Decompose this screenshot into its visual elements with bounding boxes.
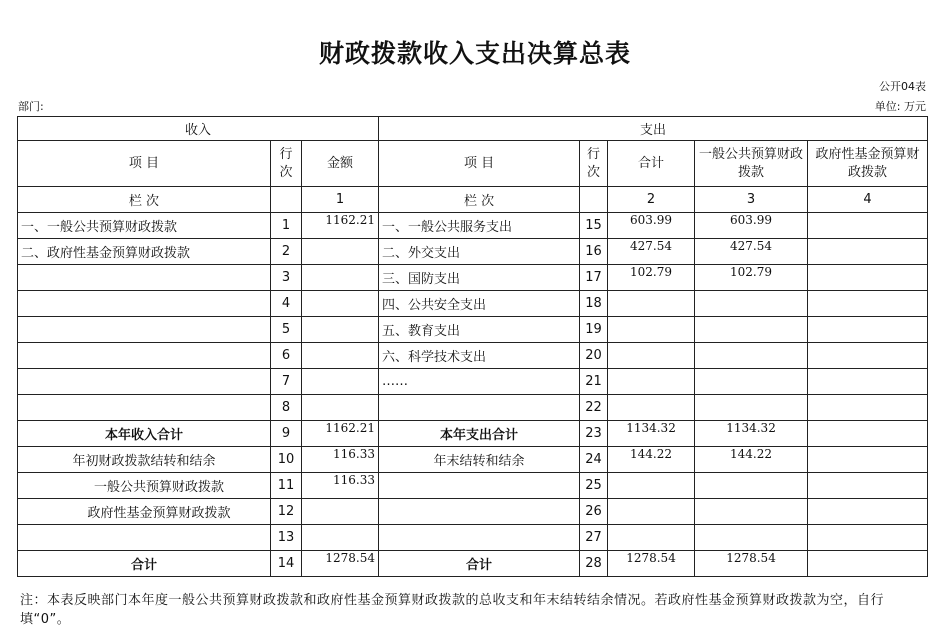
gov-fund-cell	[808, 239, 928, 265]
expense-row-no-cell: 16	[580, 239, 608, 265]
gov-fund-cell	[808, 291, 928, 317]
gov-fund-header: 政府性基金预算财政拨款	[808, 141, 928, 187]
gov-fund-cell	[808, 551, 928, 577]
income-row-no-cell: 4	[271, 291, 302, 317]
expense-item-cell: 四、公共安全支出	[379, 291, 580, 317]
income-item-cell: 合计	[18, 551, 271, 577]
col-index-4: 4	[808, 187, 928, 213]
group-header-row	[18, 117, 928, 141]
col-index-2: 2	[608, 187, 695, 213]
general-budget-cell: 102.79	[695, 265, 808, 291]
income-item-cell	[18, 291, 271, 317]
income-item-cell	[18, 343, 271, 369]
col-index-3: 3	[695, 187, 808, 213]
column-header-row	[18, 141, 928, 187]
general-budget-cell: 1278.54	[695, 551, 808, 577]
income-row-no-cell: 13	[271, 525, 302, 551]
table-row	[18, 395, 928, 421]
budget-table	[17, 116, 928, 577]
expense-row-no-cell: 25	[580, 473, 608, 499]
income-amount-header: 金额	[302, 141, 379, 187]
expense-col-label: 栏 次	[379, 187, 580, 213]
general-budget-cell	[695, 369, 808, 395]
table-row	[18, 291, 928, 317]
expense-item-cell	[379, 499, 580, 525]
general-budget-cell	[695, 525, 808, 551]
general-budget-cell	[695, 317, 808, 343]
expense-total-cell	[608, 369, 695, 395]
income-row-no-cell: 9	[271, 421, 302, 447]
income-col-label: 栏 次	[18, 187, 271, 213]
income-row-no-cell: 12	[271, 499, 302, 525]
col-index-1: 1	[302, 187, 379, 213]
expense-item-cell: 合计	[379, 551, 580, 577]
income-group-header: 收入	[18, 117, 379, 141]
gov-fund-cell	[808, 395, 928, 421]
income-row-no-cell: 5	[271, 317, 302, 343]
expense-total-cell: 427.54	[608, 239, 695, 265]
income-amount-cell	[302, 265, 379, 291]
income-row-no-cell: 6	[271, 343, 302, 369]
income-row-no-cell: 2	[271, 239, 302, 265]
table-row	[18, 525, 928, 551]
general-budget-cell	[695, 343, 808, 369]
table-row	[18, 369, 928, 395]
general-budget-cell	[695, 473, 808, 499]
column-index-row	[18, 187, 928, 213]
income-amount-cell	[302, 291, 379, 317]
expense-item-cell: 二、外交支出	[379, 239, 580, 265]
expense-total-cell: 102.79	[608, 265, 695, 291]
expense-item-cell: 三、国防支出	[379, 265, 580, 291]
expense-total-cell: 144.22	[608, 447, 695, 473]
gov-fund-cell	[808, 473, 928, 499]
expense-row-no-cell: 15	[580, 213, 608, 239]
expense-row-no-cell: 18	[580, 291, 608, 317]
expense-row-no-cell: 22	[580, 395, 608, 421]
expense-total-cell	[608, 291, 695, 317]
gov-fund-cell	[808, 265, 928, 291]
expense-row-no-header: 行次	[580, 141, 608, 187]
expense-row-no-cell: 20	[580, 343, 608, 369]
expense-item-cell: 一、一般公共服务支出	[379, 213, 580, 239]
expense-item-cell: 五、教育支出	[379, 317, 580, 343]
expense-row-no-cell: 17	[580, 265, 608, 291]
income-item-cell: 一般公共预算财政拨款	[18, 473, 271, 499]
expense-item-cell	[379, 525, 580, 551]
table-row	[18, 499, 928, 525]
income-row-no-cell: 14	[271, 551, 302, 577]
income-item-cell	[18, 525, 271, 551]
income-amount-cell: 1162.21	[302, 213, 379, 239]
expense-row-no-cell: 26	[580, 499, 608, 525]
footnote: 注：本表反映部门本年度一般公共预算财政拨款和政府性基金预算财政拨款的总收支和年末结转结余情况。若政府性基金预算财政拨款为空，自行填“0”。	[20, 593, 885, 627]
expense-total-cell	[608, 499, 695, 525]
income-item-cell: 一、一般公共预算财政拨款	[18, 213, 271, 239]
page-title: 财政拨款收入支出决算总表	[318, 39, 631, 68]
table-row	[18, 239, 928, 265]
income-item-cell	[18, 395, 271, 421]
expense-total-header: 合计	[608, 141, 695, 187]
income-item-cell: 二、政府性基金预算财政拨款	[18, 239, 271, 265]
income-row-no-cell: 3	[271, 265, 302, 291]
expense-total-cell: 1278.54	[608, 551, 695, 577]
table-row	[18, 421, 928, 447]
expense-row-no-cell: 21	[580, 369, 608, 395]
gov-fund-cell	[808, 447, 928, 473]
expense-item-cell: 年末结转和结余	[379, 447, 580, 473]
income-row-no-cell: 11	[271, 473, 302, 499]
income-amount-cell: 1278.54	[302, 551, 379, 577]
table-row	[18, 265, 928, 291]
gov-fund-cell	[808, 525, 928, 551]
general-budget-cell	[695, 499, 808, 525]
expense-row-no-cell: 19	[580, 317, 608, 343]
income-amount-cell	[302, 343, 379, 369]
general-budget-cell: 144.22	[695, 447, 808, 473]
general-budget-cell: 1134.32	[695, 421, 808, 447]
income-row-no-header: 行次	[271, 141, 302, 187]
gov-fund-cell	[808, 213, 928, 239]
income-amount-cell	[302, 499, 379, 525]
gov-fund-cell	[808, 369, 928, 395]
expense-row-no-cell: 23	[580, 421, 608, 447]
expense-item-header: 项 目	[379, 141, 580, 187]
department-label: 部门:	[18, 100, 44, 113]
expense-total-cell	[608, 525, 695, 551]
expense-item-cell: 本年支出合计	[379, 421, 580, 447]
income-amount-cell	[302, 239, 379, 265]
income-item-cell	[18, 317, 271, 343]
general-budget-cell	[695, 291, 808, 317]
expense-item-cell	[379, 395, 580, 421]
gov-fund-cell	[808, 499, 928, 525]
table-body	[18, 213, 928, 577]
expense-total-cell	[608, 395, 695, 421]
gov-fund-cell	[808, 343, 928, 369]
expense-total-cell	[608, 343, 695, 369]
income-amount-cell	[302, 525, 379, 551]
income-item-cell: 本年收入合计	[18, 421, 271, 447]
table-row	[18, 473, 928, 499]
expense-row-no-cell: 28	[580, 551, 608, 577]
gov-fund-cell	[808, 421, 928, 447]
income-amount-cell	[302, 395, 379, 421]
unit-label: 单位: 万元	[874, 100, 926, 113]
expense-item-cell: ……	[379, 369, 580, 395]
income-item-header: 项 目	[18, 141, 271, 187]
income-item-cell: 政府性基金预算财政拨款	[18, 499, 271, 525]
table-row	[18, 551, 928, 577]
income-row-no-cell: 10	[271, 447, 302, 473]
table-row	[18, 213, 928, 239]
income-amount-cell: 1162.21	[302, 421, 379, 447]
income-row-no-cell: 8	[271, 395, 302, 421]
form-code: 公开04表	[879, 80, 926, 93]
expense-row-no-cell: 24	[580, 447, 608, 473]
income-row-no-cell: 1	[271, 213, 302, 239]
general-budget-cell	[695, 395, 808, 421]
income-item-cell	[18, 265, 271, 291]
expense-item-cell	[379, 473, 580, 499]
income-item-cell: 年初财政拨款结转和结余	[18, 447, 271, 473]
income-row-no-cell: 7	[271, 369, 302, 395]
income-item-cell	[18, 369, 271, 395]
general-budget-cell: 603.99	[695, 213, 808, 239]
general-budget-cell: 427.54	[695, 239, 808, 265]
general-budget-header: 一般公共预算财政拨款	[695, 141, 808, 187]
income-amount-cell	[302, 317, 379, 343]
expense-row-no-cell: 27	[580, 525, 608, 551]
gov-fund-cell	[808, 317, 928, 343]
expense-item-cell: 六、科学技术支出	[379, 343, 580, 369]
expense-total-cell: 603.99	[608, 213, 695, 239]
table-row	[18, 447, 928, 473]
expense-group-header: 支出	[379, 117, 928, 141]
table-row	[18, 317, 928, 343]
expense-total-cell	[608, 317, 695, 343]
income-amount-cell: 116.33	[302, 473, 379, 499]
expense-total-cell	[608, 473, 695, 499]
expense-total-cell: 1134.32	[608, 421, 695, 447]
table-row	[18, 343, 928, 369]
income-amount-cell	[302, 369, 379, 395]
income-amount-cell: 116.33	[302, 447, 379, 473]
